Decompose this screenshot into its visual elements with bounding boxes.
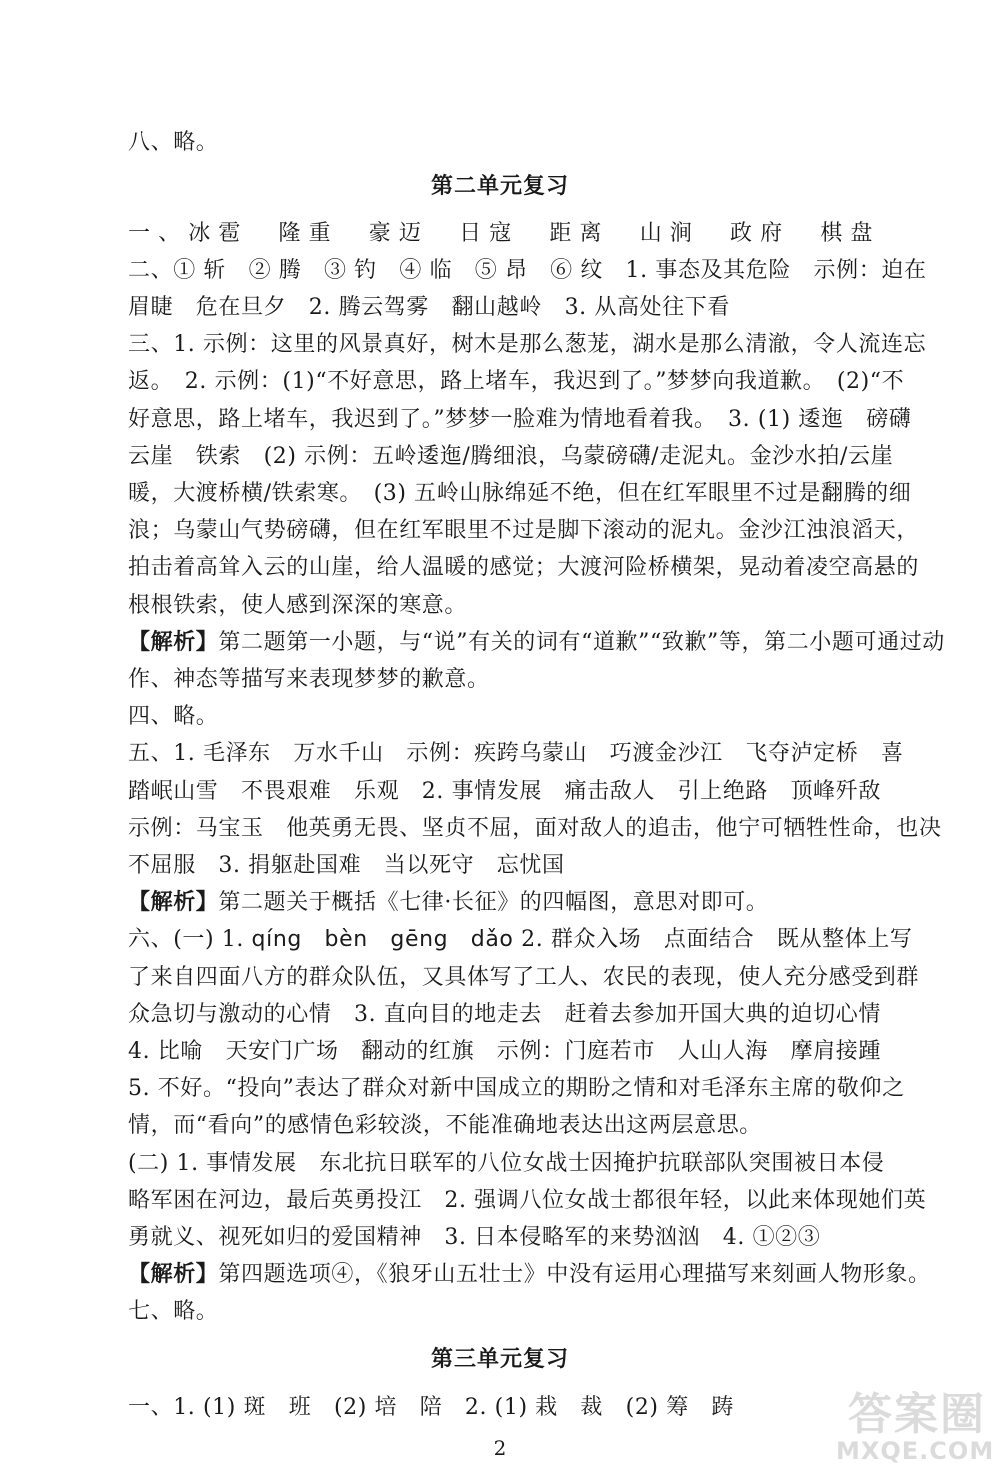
answer-line: 众急切与激动的心情 3. 直向目的地走去 赶着去参加开国大典的迫切心情 — [128, 1002, 881, 1027]
pinyin-answer: qíng bèn gēng dǎo — [251, 927, 514, 952]
answer-continuation: 2. 群众入场 点面结合 既从整体上写 — [521, 927, 913, 952]
answer-line: 一、冰雹 隆重 豪迈 日寇 距离 山涧 政府 棋盘 — [128, 221, 873, 246]
answer-line: 暖，大渡桥横/铁索寒。 (3) 五岭山脉绵延不绝，但在红军眼里不过是翻腾的细 — [128, 481, 912, 506]
site-watermark — [836, 1389, 995, 1472]
answer-line: 三、1. 示例：这里的风景真好，树木是那么葱茏，湖水是那么清澈，令人流连忘 — [128, 332, 927, 357]
answer-line: 二、① 斩 ② 腾 ③ 钓 ④ 临 ⑤ 昂 ⑥ 纹 1. 事态及其危险 示例：迫在 — [128, 258, 927, 283]
answer-line: 一、1. (1) 斑 班 (2) 培 陪 2. (1) 栽 裁 (2) 筹 踌 — [128, 1395, 734, 1420]
answer-line: 四、略。 — [128, 704, 219, 729]
watermark-url: MXQE.COM — [836, 1437, 995, 1465]
analysis-text: 第二题第一小题，与“说”有关的词有“道歉”“致歉”等，第二小题可通过动 — [218, 630, 945, 655]
answer-line: 不屈服 3. 捐躯赴国难 当以死守 忘忧国 — [128, 853, 565, 878]
answer-line: (二) 1. 事情发展 东北抗日联军的八位女战士因掩护抗联部队突围被日本侵 — [128, 1151, 885, 1176]
answer-line: 了来自四面八方的群众队伍，又具体写了工人、农民的表现，使人充分感受到群 — [128, 965, 920, 990]
analysis-text: 第四题选项④，《狼牙山五壮士》中没有运用心理描写来刻画人物形象。 — [218, 1262, 931, 1287]
answer-line: 浪；乌蒙山气势磅礴，但在红军眼里不过是脚下滚动的泥丸。金沙江浊浪滔天， — [128, 518, 920, 543]
analysis-text: 第二题关于概括《七律·长征》的四幅图，意思对即可。 — [218, 890, 769, 915]
answer-line: 情，而“看向”的感情色彩较淡，不能准确地表达出这两层意思。 — [128, 1113, 762, 1138]
analysis-line — [128, 1259, 931, 1291]
answer-line: 根根铁索，使人感到深深的寒意。 — [128, 593, 468, 618]
answer-line — [128, 924, 913, 956]
analysis-line — [128, 627, 945, 659]
answer-line: 好意思，路上堵车，我迟到了。”梦梦一脸难为情地看着我。 3. (1) 逶迤 磅礴 — [128, 407, 912, 432]
answer-line: 云崖 铁索 (2) 示例：五岭逶迤/腾细浪，乌蒙磅礴/走泥丸。金沙水拍/云崖 — [128, 444, 894, 469]
section-heading: 第二单元复习 — [430, 174, 569, 199]
answer-line: 眉睫 危在旦夕 2. 腾云驾雾 翻山越岭 3. 从高处往下看 — [128, 295, 730, 320]
answer-line: 拍击着高耸入云的山崖，给人温暖的感觉；大渡河险桥横架，晃动着凌空高悬的 — [128, 555, 920, 580]
answer-line: 4. 比喻 天安门广场 翻动的红旗 示例：门庭若市 人山人海 摩肩接踵 — [128, 1039, 881, 1064]
answer-line: 踏岷山雪 不畏艰难 乐观 2. 事情发展 痛击敌人 引上绝路 顶峰歼敌 — [128, 779, 881, 804]
analysis-line — [128, 887, 873, 919]
analysis-label: 【解析】 — [128, 890, 219, 915]
answer-line: 返。 2. 示例：(1)“不好意思，路上堵车，我迟到了。”梦梦向我道歉。 (2)“不 — [128, 369, 905, 394]
analysis-label: 【解析】 — [128, 630, 219, 655]
page-number: 2 — [493, 1436, 507, 1460]
answer-line: 五、1. 毛泽东 万水千山 示例：疾跨乌蒙山 巧渡金沙江 飞夺泸定桥 喜 — [128, 741, 904, 766]
answer-line: 七、略。 — [128, 1299, 219, 1324]
answer-line: 作、神态等描写来表现梦梦的歉意。 — [128, 667, 490, 692]
answer-line: 示例：马宝玉 他英勇无畏、坚贞不屈，面对敌人的追击，他宁可牺牲性命，也决 — [128, 816, 942, 841]
answer-line: 勇就义、视死如归的爱国精神 3. 日本侵略军的来势汹汹 4. ①②③ — [128, 1225, 821, 1250]
section-heading: 第三单元复习 — [430, 1347, 569, 1372]
answer-line: 八、略。 — [128, 130, 219, 155]
answer-number: 六、(一) 1. — [128, 927, 244, 952]
answer-line: 略军困在河边，最后英勇投江 2. 强调八位女战士都很年轻，以此来体现她们英 — [128, 1188, 927, 1213]
watermark-logo: 答案圈 — [848, 1389, 986, 1440]
analysis-label: 【解析】 — [128, 1262, 219, 1287]
answer-line: 5. 不好。“投向”表达了群众对新中国成立的期盼之情和对毛泽东主席的敬仰之 — [128, 1076, 905, 1101]
